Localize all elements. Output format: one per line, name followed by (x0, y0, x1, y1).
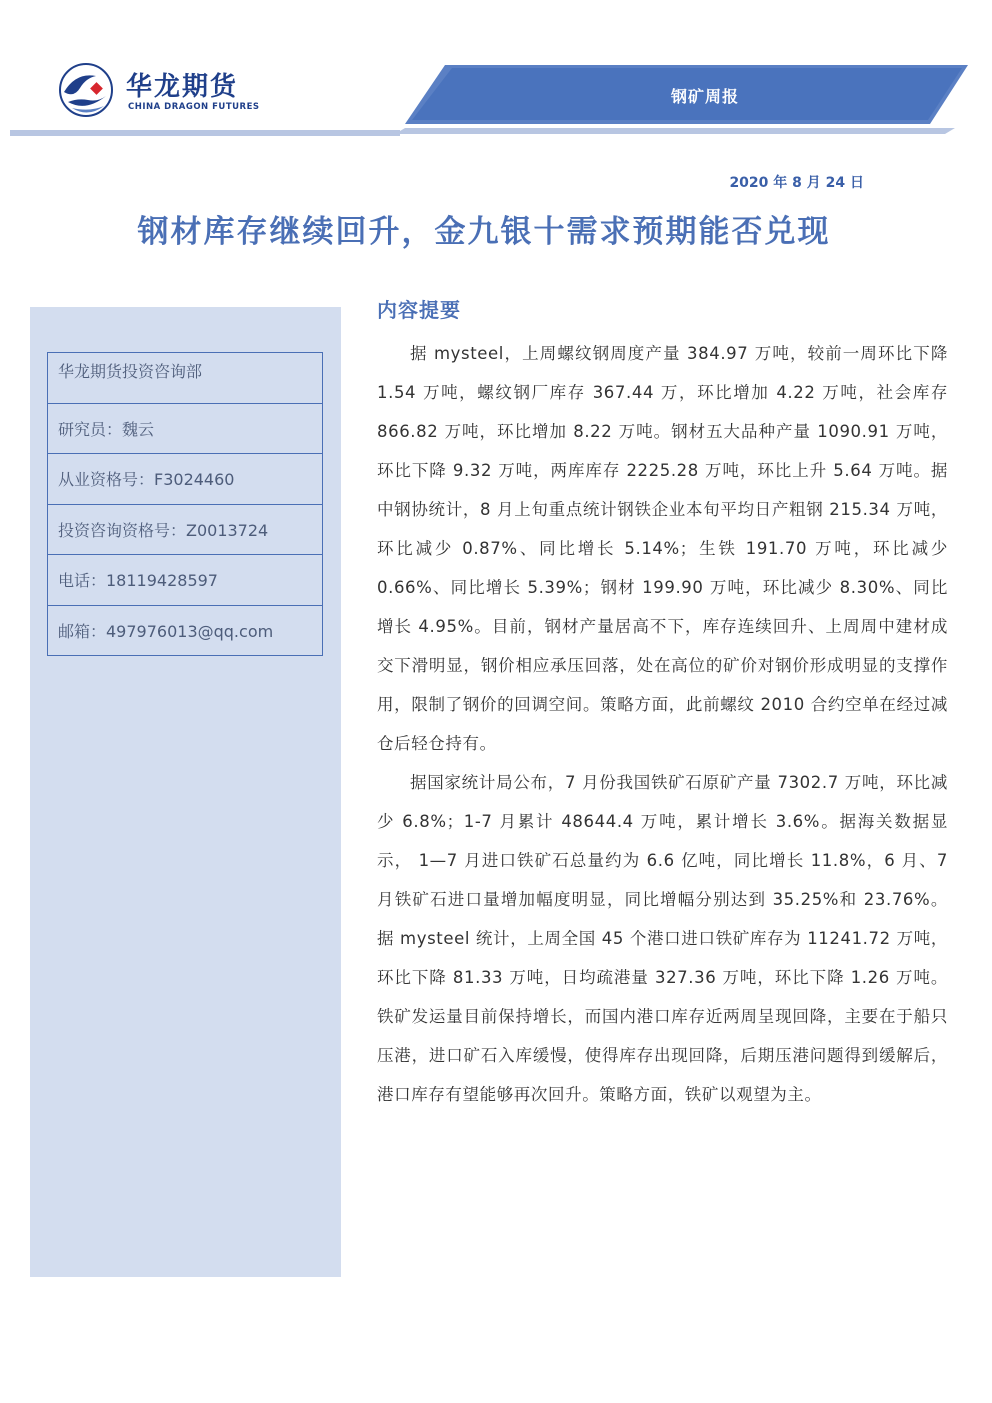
dragon-logo-icon (58, 62, 114, 118)
company-logo (58, 62, 258, 122)
section-title: 内容提要 (377, 298, 461, 322)
logo-english-name: CHINA DRAGON FUTURES (128, 102, 260, 112)
summary-content (377, 334, 948, 1114)
qualification-number: 从业资格号：F3024460 (48, 454, 322, 505)
summary-paragraph-iron-ore: 据国家统计局公布，7 月份我国铁矿石原矿产量 7302.7 万吨，环比减少 6.8%；1-7 月累计 48644.4 万吨，累计增长 3.6%。据海关数据显示， 1—7 月进口铁矿石总量约为 6.6 亿吨，同比增长 11.8%，6 月、7 月铁矿石进口量增加幅度明显，同比增幅分别达到 35.25%和 23.76%。据 mysteel 统计，上周全国 45 个港口进口铁矿库存为 11241.72 万吨，环比下降 81.33 万吨，日均疏港量 327.36 万吨，环比下降 1.26 万吨。铁矿发运量目前保持增长，而国内港口库存近两周呈现回降，主要在于船只压港，进口矿石入库缓慢，使得库存出现回降，后期压港问题得到缓解后，港口库存有望能够再次回升。策略方面，铁矿以观望为主。 (377, 773, 948, 1104)
department-name: 华龙期货投资咨询部 (48, 353, 322, 404)
report-date: 2020 年 8 月 24 日 (729, 175, 864, 191)
report-title: 钢材库存继续回升，金九银十需求预期能否兑现 (137, 214, 831, 250)
phone-number: 电话：18119428597 (48, 555, 322, 606)
contact-info-box (47, 352, 323, 656)
logo-chinese-name: 华龙期货 (126, 72, 239, 102)
summary-paragraph-steel: 据 mysteel，上周螺纹钢周度产量 384.97 万吨，较前一周环比下降 1.54 万吨，螺纹钢厂库存 367.44 万，环比增加 4.22 万吨，社会库存 866.82 万吨，环比增加 8.22 万吨。钢材五大品种产量 1090.91 万吨，环比下降 9.32 万吨，两库库存 2225.28 万吨，环比上升 5.64 万吨。据中钢协统计，8 月上旬重点统计钢铁企业本旬平均日产粗钢 215.34 万吨，环比减少 0.87%、同比增长 5.14%；生铁 191.70 万吨，环比减少 0.66%、同比增长 5.39%；钢材 199.90 万吨，环比减少 8.30%、同比增长 4.95%。目前，钢材产量居高不下，库存连续回升、上周周中建材成交下滑明显，钢价相应承压回落，处在高位的矿价对钢价形成明显的支撑作用，限制了钢价的回调空间。策略方面，此前螺纹 2010 合约空单在经过减仓后轻仓持有。 (377, 344, 948, 753)
consulting-qualification-number: 投资咨询资格号：Z0013724 (48, 505, 322, 556)
report-type-label: 钢矿周报 (670, 87, 739, 106)
researcher-name: 研究员：魏云 (48, 404, 322, 455)
email-address: 邮箱：497976013@qq.com (58, 621, 274, 641)
